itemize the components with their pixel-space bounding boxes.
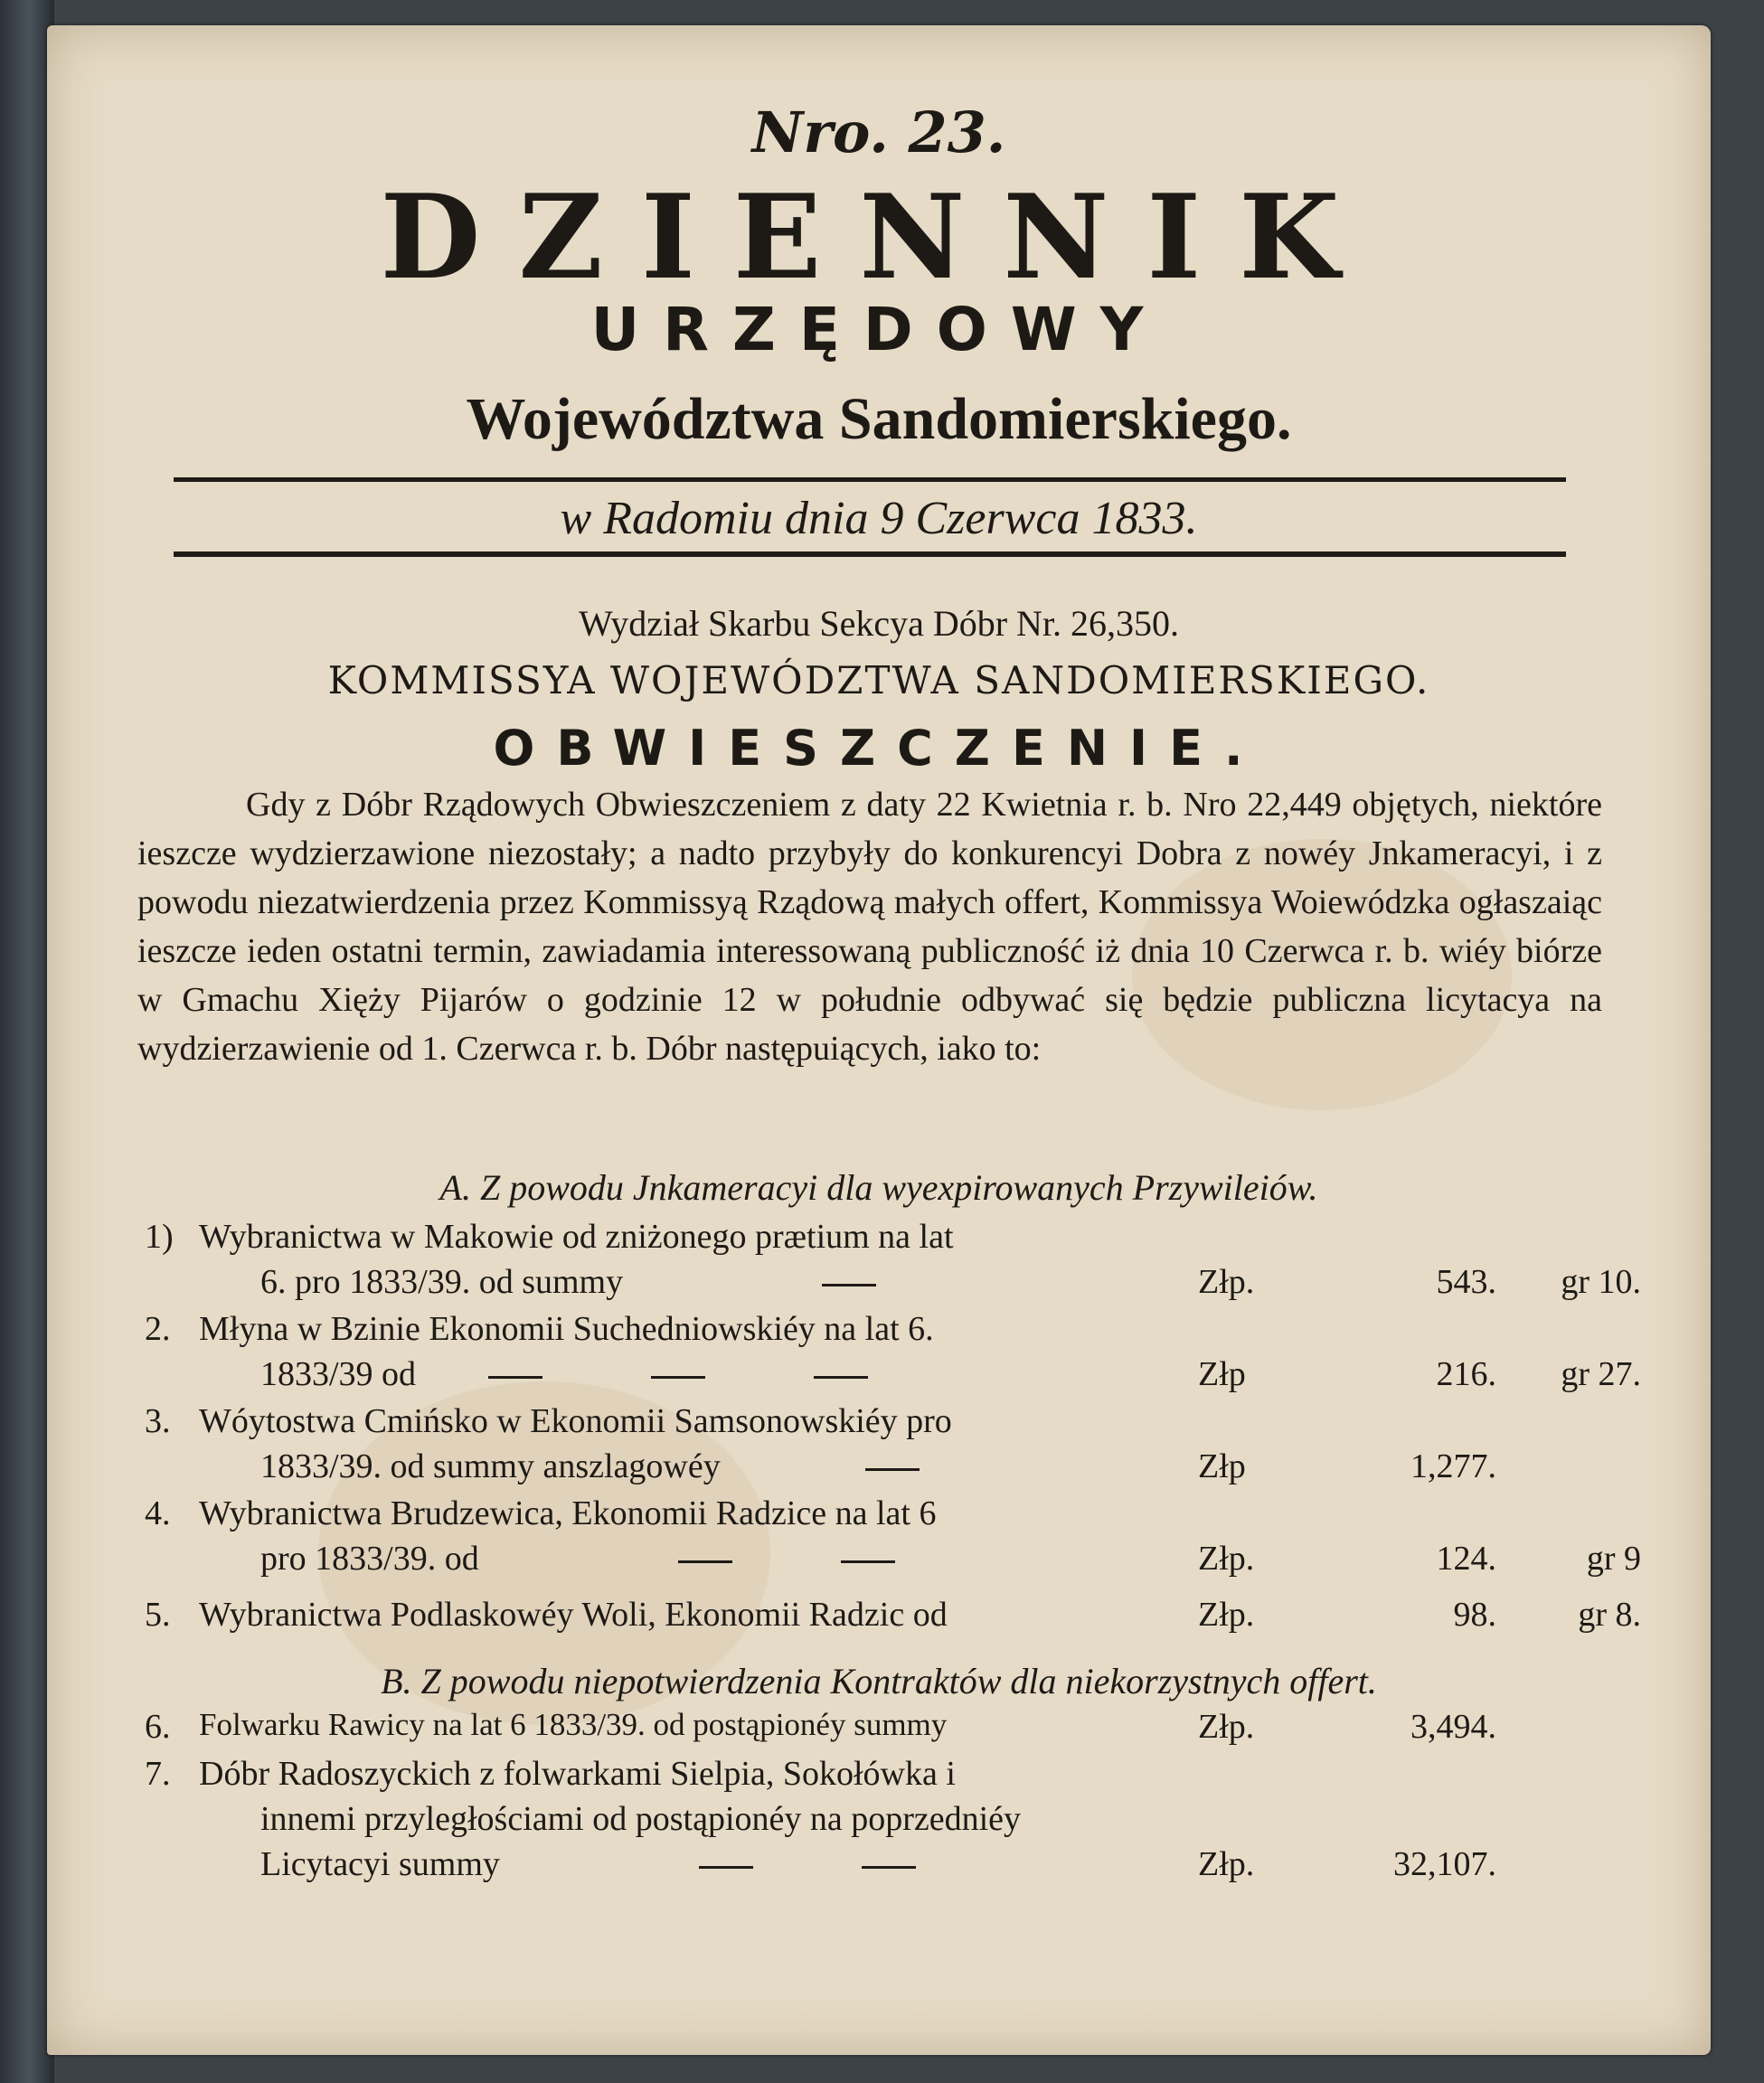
dash-separator (862, 1866, 916, 1869)
currency-label: Złp. (1198, 1708, 1255, 1746)
item-text: Wybranictwa Podlaskowéy Woli, Ekonomii Radzic od (199, 1596, 948, 1634)
currency-label: Złp. (1198, 1540, 1255, 1578)
item-amount (1198, 1262, 1641, 1302)
region-title: Województwa Sandomierskiego. (466, 386, 1292, 452)
amount-value: 124. (1436, 1540, 1496, 1578)
amount-value: 1,277. (1410, 1447, 1496, 1485)
item-number: 1) (145, 1218, 174, 1256)
dash-separator (651, 1376, 705, 1379)
currency-label: Złp (1198, 1355, 1246, 1393)
currency-label: Złp. (1198, 1596, 1255, 1634)
item-amount (1198, 1595, 1641, 1635)
item-amount (1198, 1539, 1641, 1579)
department-line: Wydział Skarbu Sekcya Dóbr Nr. 26,350. (578, 603, 1180, 644)
item-number: 7. (145, 1755, 171, 1793)
dash-separator (841, 1560, 895, 1563)
item-number: 6. (145, 1708, 171, 1746)
item-text: Wóytostwa Cmińsko w Ekonomii Samsonowskiéy pro (199, 1402, 952, 1440)
masthead-title: DZIENNIK (380, 170, 1378, 306)
notice-title: OBWIESZCZENIE. (493, 720, 1265, 777)
dateline: w Radomiu dnia 9 Czerwca 1833. (560, 493, 1198, 544)
dash-separator (488, 1376, 542, 1379)
item-text: innemi przyległościami od postąpionéy na poprzedniéy (260, 1800, 1022, 1838)
commission-heading: KOMMISSYA WOJEWÓDZTWA SANDOMIERSKIEGO. (327, 658, 1430, 702)
section-a-heading: A. Z powodu Jnkameracyi dla wyexpirowanych Przywileiów. (439, 1167, 1318, 1208)
amount-value: 216. (1436, 1355, 1496, 1393)
item-text: 6. pro 1833/39. od summy (260, 1262, 912, 1302)
notice-body: Gdy z Dóbr Rządowych Obwieszczeniem z daty 22 Kwietnia r. b. Nro 22,449 objętych, niektóre ieszcze wydzierzawione niezostały; a nadto przybyły do konkurencyi Dobra z nowéy Jnkameracyi, i z powodu niezatwierdzenia przez Kommissyą Rządową małych offert, Kommissya Woiewódzka ogłaszaiąc ieszcze ieden ostatni termin, zawiadamia interessowaną publiczność iż dnia 10 Czerwca r. b. wiéy biórze w Gmachu Xięży Pijarów o godzinie 12 w południe odbywać się będzie publiczna licytacya na wydzierzawienie od 1. Czerwca r. b. Dóbr następuiących, iako to: (137, 786, 1602, 1068)
amount-value: 3,494. (1410, 1708, 1496, 1746)
item-amount (1198, 1844, 1641, 1884)
book-spine-edge (0, 0, 54, 2083)
rule-top (174, 477, 1566, 482)
grosz-value: gr 10. (1561, 1263, 1641, 1301)
item-amount (1198, 1707, 1641, 1747)
dash-separator (822, 1284, 876, 1287)
grosz-value: gr 8. (1578, 1596, 1641, 1634)
item-text: pro 1833/39. od (260, 1539, 931, 1579)
issue-number: Nro. 23. (751, 99, 1006, 165)
document-page (47, 25, 1711, 2055)
item-text: Młyna w Bzinie Ekonomii Suchedniowskiéy na lat 6. (199, 1310, 934, 1348)
section-b-heading: B. Z powodu niepotwierdzenia Kontraktów dla niekorzystnych offert. (381, 1661, 1377, 1701)
item-number: 5. (145, 1596, 171, 1634)
item-text: Wybranictwa w Makowie od zniżonego prætium na lat (199, 1218, 954, 1256)
rule-bottom (174, 551, 1566, 557)
item-amount (1198, 1354, 1641, 1394)
currency-label: Złp (1198, 1447, 1246, 1485)
item-text: Wybranictwa Brudzewica, Ekonomii Radzice na lat 6 (199, 1494, 937, 1532)
item-text: Folwarku Rawicy na lat 6 1833/39. od postąpionéy summy (199, 1707, 948, 1742)
amount-value: 98. (1453, 1596, 1496, 1634)
amount-value: 32,107. (1393, 1845, 1496, 1883)
dash-separator (699, 1866, 753, 1869)
dash-separator (814, 1376, 868, 1379)
grosz-value: gr 9 (1586, 1540, 1641, 1578)
item-text: 1833/39. od summy anszlagowéy (260, 1447, 956, 1486)
item-text: 1833/39 od (260, 1354, 904, 1394)
masthead-subtitle: URZĘDOWY (590, 295, 1167, 364)
item-amount (1198, 1447, 1641, 1486)
item-text: Licytacyi summy (260, 1844, 952, 1884)
item-number: 4. (145, 1494, 171, 1532)
amount-value: 543. (1436, 1263, 1496, 1301)
currency-label: Złp. (1198, 1845, 1255, 1883)
item-text: Dóbr Radoszyckich z folwarkami Sielpia, Sokołówka i (199, 1755, 956, 1793)
dash-separator (865, 1468, 920, 1471)
currency-label: Złp. (1198, 1263, 1255, 1301)
grosz-value: gr 27. (1561, 1355, 1641, 1393)
dash-separator (678, 1560, 732, 1563)
item-number: 3. (145, 1402, 171, 1440)
item-number: 2. (145, 1310, 171, 1348)
